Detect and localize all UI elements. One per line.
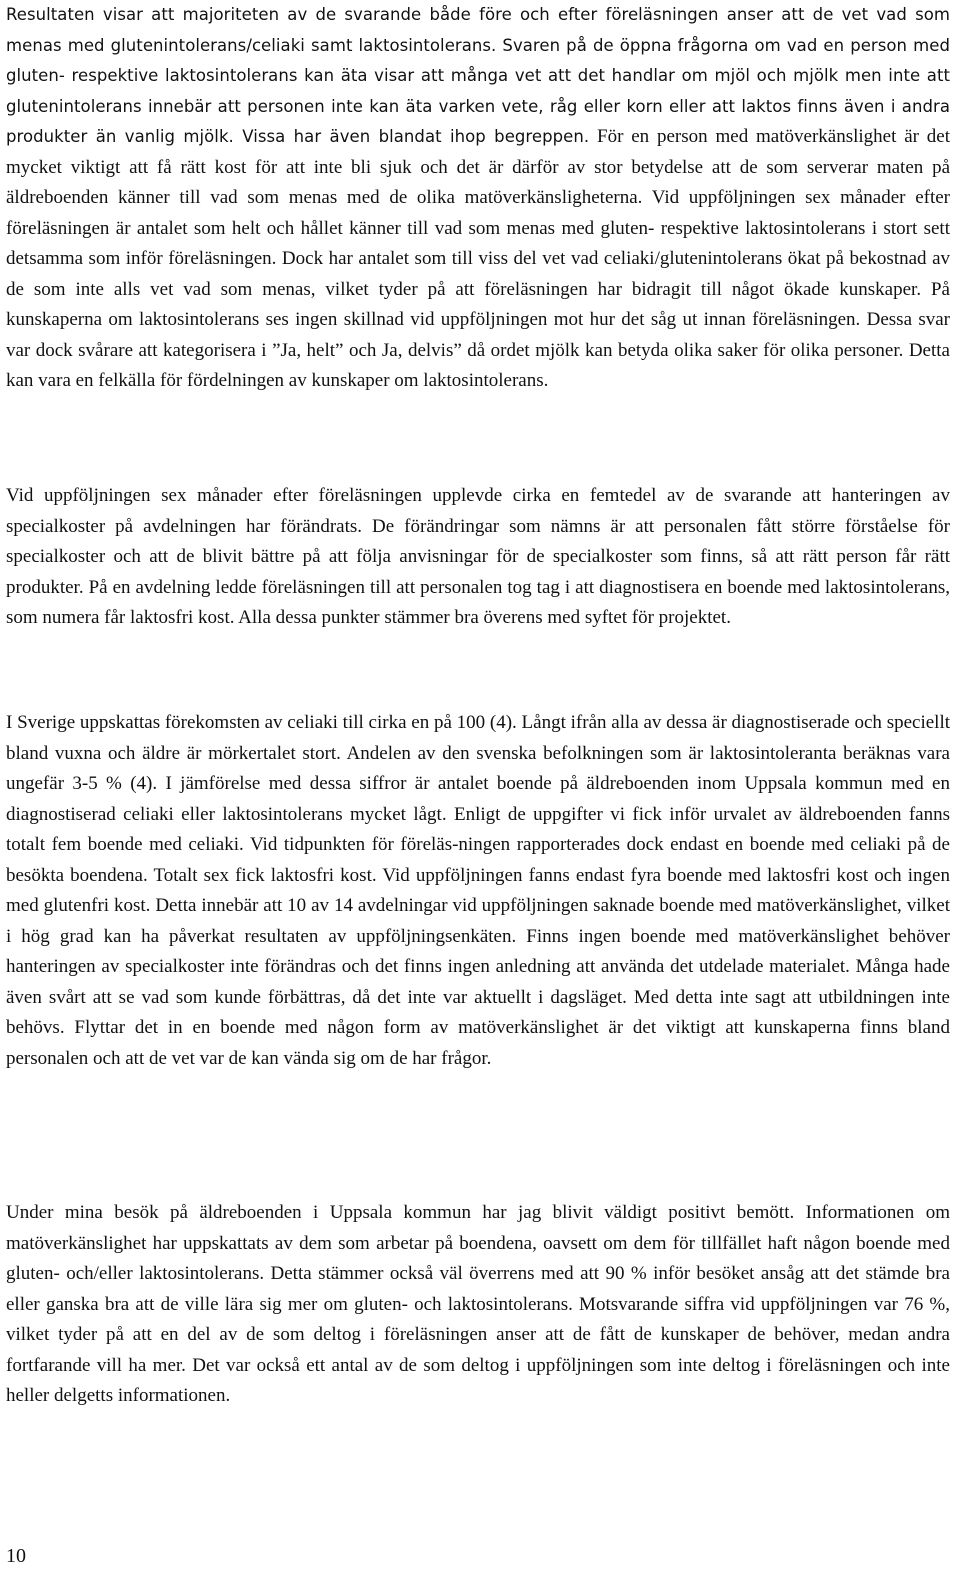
paragraph-visits: Under mina besök på äldreboenden i Uppsala kommun har jag blivit väldigt positivt bemött. Informationen om matöverkänslighet har uppskattats av dem som arbetar på boendena, oavsett om dem för tillfället haft någon boende med gluten- och/eller laktosintolerans. Detta stämmer också väl överrens med att 90 % inför besöket ansåg att det stämde bra eller ganska bra att de ville lära sig mer om gluten- och laktosintolerans. Motsvarande siffra vid uppföljningen var 76 %, vilket tyder på att en del av de som deltog i föreläsningen anser att de fått de kunskaper de behöver, medan andra fortfarande vill ha mer. Det var också ett antal av de som deltog i uppföljningen som inte deltog i föreläsningen och inte heller delgetts informationen. <box>6 1202 950 1406</box>
paragraph-results-serif-text: För en person med matöverkänslighet är det mycket viktigt att få rätt kost för att inte bli sjuk och det är därför av stor betydelse att de som serverar maten på äldreboenden känner till vad som menas med de olika matöverkänsligheterna. Vid uppföljningen sex månader efter föreläsningen är antalet som helt och hållet känner till vad som menas med gluten- respektive laktosintolerans i stort sett detsamma som inför föreläsningen. Dock har antalet som till viss del vet vad celiaki/glutenintolerans ökat på bekostnad av de som inte alls vet vad som menas, vilket tyder på att föreläsningen har bidragit till något ökade kunskaper. På kunskaperna om laktosintolerans ses ingen skillnad vid uppföljningen mot hur det såg ut innan föreläsningen. Dessa svar var dock svårare att kategorisera i ”Ja, helt” och Ja, delvis” då ordet mjölk kan betyda olika saker för olika personer. Detta kan vara en felkälla för fördelningen av kunskaper om laktosintolerans. <box>6 126 951 391</box>
paragraph-results-sans-text: Resultaten visar att majoriteten av de svarande både före och efter föreläsningen anser att de vet vad som menas med glutenintolerans/celiaki samt laktosintolerans. Svaren på de öppna frågorna om vad en person med gluten- respektive laktosintolerans kan äta visar att många vet att det handlar om mjöl och mjölk men inte att glutenintolerans innebär att personen inte kan äta varken vete, råg eller korn eller att laktos finns även i andra produkter än vanlig mjölk. Vissa har även blandat ihop begreppen. <box>6 5 950 146</box>
page-number: 10 <box>6 1545 26 1567</box>
paragraph-prevalence: I Sverige uppskattas förekomsten av celiaki till cirka en på 100 (4). Långt ifrån alla av dessa är diagnostiserade och speciellt bland vuxna och äldre är mörkertalet stort. Andelen av den svenska befolkningen som är laktosintoleranta beräknas vara ungefär 3-5 % (4). I jämförelse med dessa siffror är antalet boende på äldreboenden inom Uppsala kommun med en diagnostiserad celiaki eller laktosintolerans mycket lågt. Enligt de uppgifter vi fick inför urvalet av äldreboenden fanns totalt fem boende med celiaki. Vid tidpunkten för föreläs-ningen rapporterades dock endast en boende med celiaki på de besökta boendena. Totalt sex fick laktosfri kost. Vid uppföljningen fanns endast fyra boende med laktosfri kost och ingen med glutenfri kost. Detta innebär att 10 av 14 avdelningar vid uppföljningen saknade boende med matöverkänslighet, vilket i hög grad kan ha påverkat resultaten av uppföljningsenkäten. Finns ingen boende med matöverkänslighet behöver hanteringen av specialkoster inte förändras och det finns ingen anledning att använda det utdelade materialet. Många hade även svårt att se vad som kunde förbättras, då det inte var aktuellt i dagsläget. Med detta inte sagt att utbildningen inte behövs. Flyttar det in en boende med någon form av matöverkänslighet är det viktigt att kunskaperna finns bland personalen och att de vet var de kan vända sig om de har frågor. <box>6 712 950 1069</box>
paragraph-followup: Vid uppföljningen sex månader efter föreläsningen upplevde cirka en femtedel av de svarande att hanteringen av specialkoster på avdelningen har förändrats. De förändringar som nämns är att personalen fått större förståelse för specialkoster och att de blivit bättre på att följa anvisningar för de specialkoster som finns, så att rätt person får rätt produkter. På en avdelning ledde föreläsningen till att personalen tog tag i att diagnostisera en boende med laktosintolerans, som numera får laktosfri kost. Alla dessa punkter stämmer bra överens med syftet för projektet. <box>6 485 950 628</box>
paragraph-results <box>6 0 950 397</box>
